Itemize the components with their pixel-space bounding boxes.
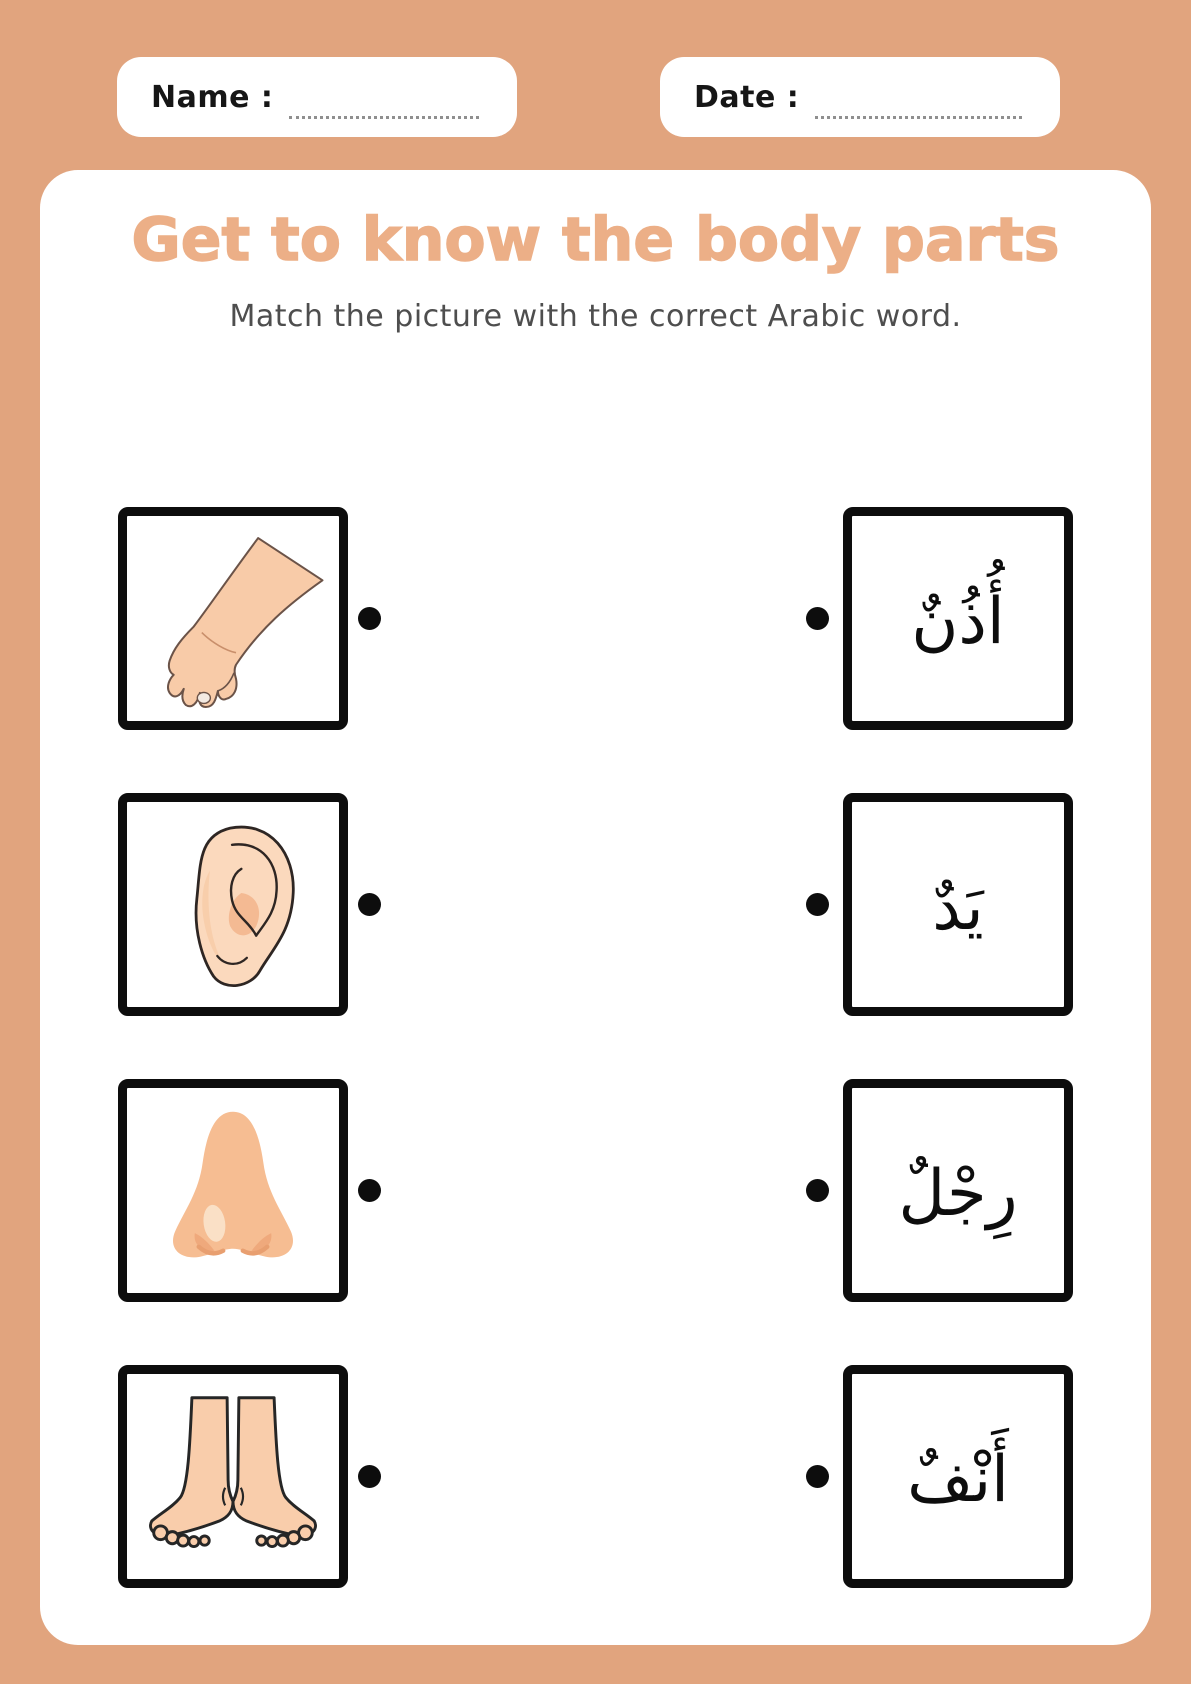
match-dot-picture-1[interactable] — [358, 607, 381, 630]
picture-box-2 — [118, 793, 348, 1016]
match-dot-word-3[interactable] — [806, 1179, 829, 1202]
ear-illustration — [145, 812, 321, 998]
page-title: Get to know the body parts — [131, 205, 1060, 275]
word-box-2 — [843, 793, 1073, 1016]
arabic-word-1: أُذُنٌ — [911, 584, 1005, 659]
word-box-3 — [843, 1079, 1073, 1302]
arabic-word-2: يَدٌ — [932, 870, 984, 945]
arabic-word-4: أَنْفٌ — [907, 1442, 1009, 1517]
match-dot-word-2[interactable] — [806, 893, 829, 916]
picture-box-3 — [118, 1079, 348, 1302]
picture-box-1 — [118, 507, 348, 730]
date-field — [660, 57, 1060, 137]
picture-box-4 — [118, 1365, 348, 1588]
name-input-line[interactable] — [289, 102, 479, 119]
date-input-line[interactable] — [815, 102, 1022, 119]
name-field — [117, 57, 517, 137]
match-dot-picture-2[interactable] — [358, 893, 381, 916]
page-subtitle: Match the picture with the correct Arabic word. — [229, 299, 962, 334]
match-dot-word-1[interactable] — [806, 607, 829, 630]
arm-illustration — [137, 526, 329, 712]
word-box-1 — [843, 507, 1073, 730]
word-box-4 — [843, 1365, 1073, 1588]
nose-illustration — [137, 1098, 329, 1284]
feet-illustration — [135, 1386, 331, 1568]
match-dot-picture-4[interactable] — [358, 1465, 381, 1488]
arabic-word-3: رِجْلٌ — [898, 1156, 1018, 1231]
match-dot-word-4[interactable] — [806, 1465, 829, 1488]
name-label: Name : — [151, 79, 274, 115]
match-dot-picture-3[interactable] — [358, 1179, 381, 1202]
date-label: Date : — [694, 79, 800, 115]
